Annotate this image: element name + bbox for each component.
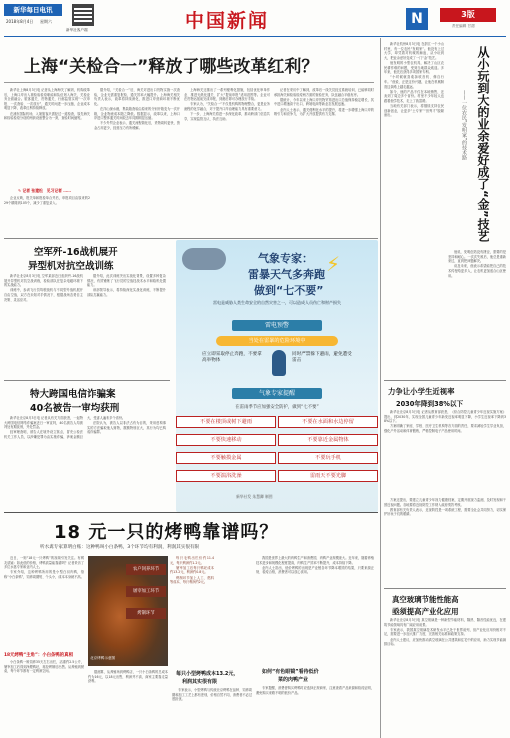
lead-headline: 上海“关检合一”释放了哪些改革红利？ (24, 57, 319, 77)
tip-main: 当处在雷暴的危险环境中 (216, 336, 338, 346)
vertical-subtitle: ——一位农民“发明家”的技术路 (461, 90, 467, 161)
flow-step-1: 农户饲养环节 (126, 564, 166, 575)
cloud-icon (182, 248, 226, 270)
right-feature-body-col2: 他说，发明创造没有捷径，需要的是坚持和耐心。一次次失败后，他总是重新来过，直到把问题解决。 谈及未来，他表示希望能把自己的技术传授给更多人，让农机更加适合山区使用。 (448, 250, 506, 278)
duck-box2-title-1: 如何“有色眼镜”看待低价 (262, 669, 319, 675)
right-feature-body-col1: 新华社杭州8月3日电 在浙江一个小山村里，有一位农民“发明家”。他没有上过大学，却凭着对机械的痴迷，从小玩到大，把业余爱好变成了一门“金”技艺。 他发明的小型农机具，解决了山区农民耕作难的问题，受到当地群众欢迎。多年来，他先后获得多项国家专利。 “小时候就喜欢拆收音机、修自行车。”他说，正是这份兴趣，让他在机械制造这条路上越走越远。 如今，他的产品不仅在本地销售，还卖到了周边多个省份。村里不少年轻人也跟着他学技术，走上了致富路。 当地有关部门表示，将继续支持农民创新创业，让更多“土专家”“田秀才”脱颖而出。 (384, 42, 444, 118)
page-editor: 责任编辑 甘甜 (452, 24, 475, 28)
fraud-story (0, 382, 170, 506)
dont-item-3: 不要快速移动 (176, 434, 276, 446)
duck-box-title-2: 利润其实很有限 (182, 679, 218, 685)
duck-body-col1: 近日，一则“18元一只烤鸭”的视频引发关注。有网友质疑：如此低的价格，烤鸭质量能靠谱吗？记者采访了多位水禽专家和业内人士。 专家介绍，这种烤鸭所用的是小型白羽肉鸭，俗称“小白条鸭”，饲养周期短、个头小，成本本身就不高。 (4, 556, 84, 579)
weather-poster (176, 240, 378, 512)
dont-item-4: 不要靠近金属物体 (278, 434, 378, 446)
tip-left: 应立即采取停止奔跑，不要拿高举物体 (202, 352, 262, 363)
duck-box2-title-2: 菜的肉鸭产业 (278, 677, 309, 683)
duck-body-col4: 我国是世界上最大的肉鸭生产和消费国，肉鸭产业规模庞大。近年来，随着养殖技术进步和规模化程度提高，肉鸭生产效率不断提升，成本持续下降。 业内人士指出，低价烤鸭的出现是产业链各环节降本增效的结果，只要来源正规、检疫合格，消费者可以放心食用。 (256, 556, 374, 575)
dont-item-6: 不要玩手机 (278, 452, 378, 464)
right-vertical-headline (476, 46, 506, 246)
vacuum-headline-1: 真空玻璃节能性能高 (392, 595, 459, 604)
duck-body-col1b: 小白条鸭一般饲养35天左右出栏，活重约2.5公斤，屠宰加工后得到净膛鸭坯，再经烤制后出售。从养殖到餐桌，每个环节都有一定利润空间。 (4, 660, 84, 674)
fraud-body: 新华社北京8月3日电 记者从有关方面获悉，一起特大跨国电信网络诈骗案近日一审宣判，40名被告人均被判处有期徒刑，并处罚金。 经审理查明，被告人在境外设立窝点，冒充公检法机关工作人员，以涉嫌犯罪为由实施诈骗，涉案金额巨大，受害人遍布多个省份。 法院认为，被告人以非法占有为目的，采用虚构事实的方法骗取他人财物，数额特别巨大，其行为均已构成诈骗罪。 (4, 416, 166, 439)
myopia-subheadline: 2030年降到38%以下 (396, 400, 464, 408)
lead-byline: ✎ 记者 张建松 见习记者 …… (18, 188, 71, 193)
duck-box-title-1: 每只小型烤鸭成本13.2元， (176, 671, 239, 677)
flow-step-2: 屠宰加工环节 (126, 586, 166, 597)
lead-story (0, 38, 378, 238)
fighters-headline-1: 空军歼-16战机展开 (34, 247, 118, 258)
poster-credit: 新华社发 朱慧卿 制图 (236, 494, 273, 499)
right-vertical-sub (460, 90, 474, 230)
lead-body-col1: 新华社上海8月3日电 记者从上海海关了解到，机构改革后，上海口岸出入境检验检疫职能和队伍划入海关，关检业务全面融合。旅客通关、货物通关、行邮监管实现“一次申报、一次查验、一次放行”，通关时间进一步压缩，企业成本明显下降，改革红利持续释放。 在浦东国际机场，入境旅客只需经过一道检查，原先海关和检验检疫分设的两套设备整合为一套，查验时间缩短。 (4, 88, 90, 121)
brand-logo: N (406, 8, 428, 30)
section-title: 中国新闻 (185, 10, 270, 32)
fighters-story (0, 240, 170, 380)
lead-body-col1b: 企业反映，报关单和报检单合并后，申报项目由原来的229个精简到105个，减少了重复录入。 (4, 196, 90, 205)
duck-body-col3: 专家表示，小型烤鸭与传统北京烤鸭在品种、饲养周期和加工工艺上都有差别，价格自然不同，消费者不必过度担忧。 (172, 688, 252, 702)
section-pill-warning: 雷电预警 (232, 320, 322, 331)
duck-flow-diagram (88, 556, 168, 666)
duck-body-col2: 据测算，从养殖场到烤鸭店，一只小白条鸭的总成本约为16元，以18元出售，利润并不高，商家主要靠走量获利。 (88, 670, 168, 684)
section-pill-tips: 气象专家提醒 (232, 388, 322, 399)
dont-item-8: 雷雨天不要光脚 (278, 470, 378, 482)
person-icon (272, 350, 286, 376)
duck-sidebar-head: 18元烤鸭“主角”：小白条鸭的真相 (4, 653, 73, 658)
right-column-middle-body: 方案还提出，要建立儿童青少年视力健康档案，定期开展视力监测，及时发现和干预近视问题。各地要将近视防控工作纳入政府绩效考核。 教育部有关负责人表示，近视防控是一项系统工程，需要全社会共同努力，切实保护好孩子们的眼睛。 (384, 498, 506, 517)
poster-intro: 雷电是威胁人类生命安全的自然灾害之一，可以造成人员伤亡和财产损失 (213, 300, 341, 305)
poster-title-1: 雷暴天气多奔跑 (248, 268, 325, 281)
fraud-headline-2: 40名被告一审均获刑 (30, 403, 120, 414)
duck-body-col5: 专家提醒，消费者购买烤鸭时应选择正规商家，注意查看产品来源和检疫证明，避免购买来路不明的低价产品。 (256, 686, 374, 695)
page-number-badge: 3版 (440, 8, 496, 22)
duck-story (0, 514, 378, 738)
flow-step-3: 烤制环节 (126, 608, 166, 619)
dont-item-2: 不要在水面和水边停留 (278, 416, 378, 428)
qr-code-icon (72, 4, 94, 26)
dont-item-7: 不要湍浴洗澡 (176, 470, 276, 482)
duck-subheadline: 听水禽专家算明白账：这种鸭叫小白条鸭，3个环节均有利润，利润其实很有限 (40, 545, 200, 550)
duck-headline: 18 元一只的烤鸭靠谱吗？ (54, 522, 279, 543)
app-label: 新华社客户端 (66, 28, 88, 32)
fighters-headline-2: 异型机对抗空战训练 (28, 261, 114, 272)
vertical-title: 从小玩到大的业余爱好成了“金”技艺 (476, 46, 490, 242)
byline-left: 记者 张建松 (22, 188, 43, 193)
lead-body-col3: 上海海关还推出了一系列便利化措施，包括优化审单作业、推进无纸化通关、扩大“提前申报”适用范围等。企业可在货物运抵前完成申报，到港后即可办理放行手续。 专家认为，“关检合一”不仅是机构的物理整合，更是业务流程的化学融合，对于提升口岸治理能力具有重要意义。 下一步，上海海关将进一步深化改革，推动跨部门信息共享，实现监管互认、执法互助。 (184, 88, 270, 121)
lead-body-col4: 记者在采访中了解到，改革后一线关员经过系统培训，已能够同时承担海关和检验检疫两方面的查验任务，队伍融合平稳有序。 据统计，今年以来上海口岸货物贸易进出口总值保持稳定增长，其中进口增速高于出口，跨境电商等新业态发展迅速。 业内人士表示，通关便利化水平的提升，将进一步增强上海口岸的吸引力和竞争力，为扩大开放提供有力支撑。 (274, 88, 374, 117)
issue-date: 2018年8月4日 (6, 19, 34, 24)
dont-item-5: 不要触摸金属 (176, 452, 276, 464)
fighters-body: 新华社北京8月3日电 空军某部近日组织歼-16战机展开异型机对抗空战训练，检验部队在复杂电磁环境下的实战能力。 训练中，参训飞行员驾驶战机与不同型号战机展开自由空战，双方在未知对手情况下，根据战场态势自主决策、灵活应对。 据介绍，此次训练突出实战化背景，设置多种复杂情况，有效锤炼了飞行员的空战技战术水平和临机处置能力。 该部领导表示，将持续深化实战化训练，不断提升部队打赢能力。 (4, 274, 166, 302)
byline-right: 见习记者 …… (46, 188, 71, 193)
vacuum-glass-story (382, 590, 508, 738)
myopia-story (382, 382, 508, 496)
vacuum-body: 新华社北京8月3日电 真空玻璃是一种新型节能材料，隔热、隔音性能优良，在建筑节能领域具有广阔应用前景。 专家表示，我国真空玻璃技术研发水平已处于世界前列，但产业化应用仍相对不足，需要进一步加大推广力度，完善相关标准和政策支持。 业内人士建议，应加快推动真空玻璃在公共建筑和住宅中的应用，助力实现节能减排目标。 (384, 618, 506, 647)
masthead (0, 0, 510, 38)
dont-item-1: 不要在楼顶或树下避雨 (176, 416, 276, 428)
poster-title-2: 做到“七不要” (254, 284, 324, 297)
vacuum-headline-2: 亟须提高产业化应用 (392, 607, 459, 616)
paper-name-badge: 新华每日电讯 (4, 4, 62, 16)
duck-caption: 北京烤鸭示意图 (90, 656, 116, 660)
fraud-headline-1: 特大跨国电信诈骗案 (30, 389, 116, 400)
poster-note: 在雷雨季节应加强安全防护，做到“七不要” (235, 405, 319, 410)
lead-body-col2: 据介绍，“关检合一”后，海关对进出口货物实施一次查验，企业无需重复报检，通关效率大幅提升。上海海关相关负责人表示，改革将持续深化，推进口岸营商环境不断优化。 在洋山深水港，集装箱查验由原来的分别开箱变为一次开箱，企业物流成本随之降低。数据显示，改革以来，上海口岸进口整体通关时间较去年同期明显压缩。 不少外贸企业表示，通关流程简化后，货物周转更快，资金占用更少，经营压力有所缓解。 (94, 88, 180, 130)
duck-flow-notes: 每只毛鸭出栏价约11.4元，每只利润约1.2元。 屠宰加工后每只鸭坯成本约13.2元，利润约0.8元。 烤制环节加上人工、燃料等成本，每只利润约2元。 (170, 556, 214, 585)
myopia-headline: 力争让小学生近视率 (388, 387, 455, 396)
myopia-body: 新华社北京8月3日电 记者从教育部获悉，《综合防控儿童青少年近视实施方案》提出，到2030年，实现全国儿童青少年新发近视率明显下降，小学生近视率下降到38%以下。 方案明确了家庭、学校、医疗卫生机构等各方面的责任，要求减轻学生学业负担，强化户外活动和体育锻炼，严格控制电子产品使用时间。 (384, 410, 506, 433)
poster-heading: 气象专家： (258, 252, 313, 265)
issue-weekday: 星期六 (40, 19, 52, 24)
tip-right: 同时严禁躲下避雨，避免遭受雷击 (292, 352, 352, 363)
lightning-icon: ⚡ (326, 252, 341, 276)
